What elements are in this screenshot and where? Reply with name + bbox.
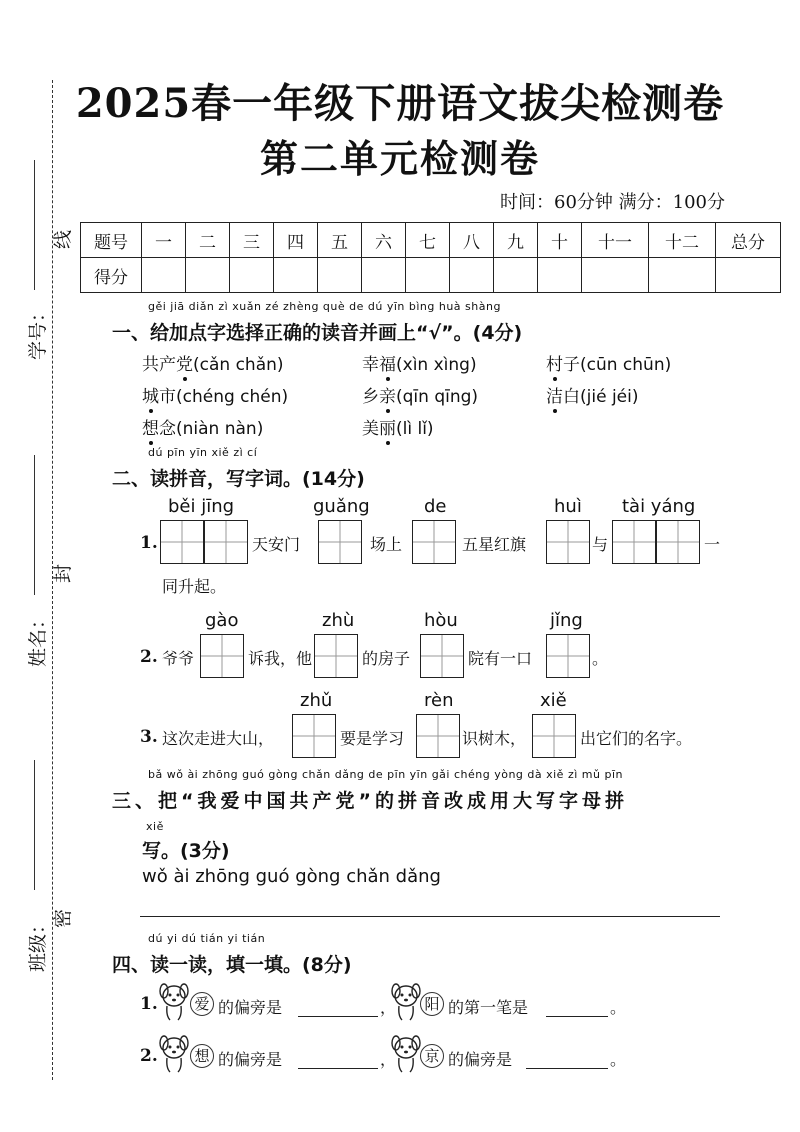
score-cell[interactable] (186, 258, 230, 293)
reading-options[interactable]: (niàn nàn) (176, 419, 264, 439)
pinyin-word: huì (554, 496, 582, 517)
score-cell[interactable] (274, 258, 318, 293)
sentence-text: 一 (704, 535, 721, 554)
score-col: 十二 (649, 223, 716, 258)
score-table-score-row (81, 258, 781, 293)
circled-char: 想 (190, 1044, 214, 1068)
writing-grid-box[interactable] (416, 714, 460, 758)
pinyin-word: xiě (540, 690, 567, 711)
writing-grid-box[interactable] (314, 634, 358, 678)
sentence-text: 的第一笔是 (448, 998, 529, 1017)
q1-item: 美丽(lì lǐ) (362, 419, 434, 439)
score-col: 九 (494, 223, 538, 258)
pinyin-word: rèn (424, 690, 454, 711)
dotted-char: 城 (142, 387, 159, 407)
sentence-text: 场上 (370, 535, 403, 554)
score-cell[interactable] (406, 258, 450, 293)
writing-grid-box[interactable] (546, 634, 590, 678)
pinyin-word: guǎng (313, 496, 370, 517)
writing-grid-box[interactable] (656, 520, 700, 564)
sentence-text: 这次走进大山， (162, 729, 275, 748)
dotted-char: 丽 (379, 419, 396, 439)
comma: ， (380, 1050, 397, 1069)
sentence-text: 要是学习 (340, 729, 405, 748)
circled-char: 爱 (190, 992, 214, 1016)
sentence-text: 诉我，他 (248, 649, 313, 668)
sentence-text: 。 (592, 649, 609, 668)
q1-pinyin: gěi jiā diǎn zì xuǎn zé zhèng què de dú yīn bìng huà shàng (148, 300, 501, 313)
q3-heading-2: 写。(3分) (142, 840, 230, 862)
pinyin-word: hòu (424, 610, 458, 631)
dotted-char: 党 (176, 355, 193, 375)
score-cell[interactable] (318, 258, 362, 293)
q1-heading: 一、给加点字选择正确的读音并画上“√”。(4分) (112, 322, 523, 344)
score-col: 二 (186, 223, 230, 258)
answer-blank[interactable] (526, 1068, 608, 1069)
score-cell[interactable] (538, 258, 582, 293)
sentence-text: 的偏旁是 (218, 998, 283, 1017)
score-cell[interactable] (716, 258, 781, 293)
score-col: 十一 (582, 223, 649, 258)
page-subtitle: 第二单元检测卷 (259, 136, 540, 181)
pinyin-word: tài yáng (622, 496, 696, 517)
score-cell[interactable] (142, 258, 186, 293)
score-table (80, 222, 781, 293)
xuehao-label: 学号： (27, 302, 50, 361)
sentence-text: 与 (592, 535, 609, 554)
reading-options[interactable]: (lì lǐ) (396, 419, 434, 439)
sentence-number: 2. (140, 647, 158, 667)
pinyin-word: zhù (322, 610, 355, 631)
answer-blank[interactable] (298, 1068, 378, 1069)
q1-item: 乡亲(qīn qīng) (362, 387, 479, 407)
page-title: 2025春一年级下册语文拔尖检测卷 (75, 80, 725, 127)
sentence-text: 出它们的名字。 (580, 729, 693, 748)
writing-grid-box[interactable] (292, 714, 336, 758)
sentence-text: 同升起。 (162, 577, 227, 596)
writing-grid-box[interactable] (204, 520, 248, 564)
score-col: 七 (406, 223, 450, 258)
q2-pinyin: dú pīn yīn xiě zì cí (148, 446, 258, 459)
pinyin-word: běi jīng (168, 496, 235, 517)
dotted-char: 亲 (379, 387, 396, 407)
reading-options[interactable]: (chéng chén) (176, 387, 289, 407)
q3-pinyin: bǎ wǒ ài zhōng guó gòng chǎn dǎng de pīn yīn gǎi chéng yòng dà xiě zì mǔ pīn (148, 768, 623, 781)
writing-grid-box[interactable] (200, 634, 244, 678)
q1-item: 城市(chéng chén) (142, 387, 289, 407)
q3-pinyin-line: wǒ ài zhōng guó gòng chǎn dǎng (142, 866, 441, 887)
sentence-number: 1. (140, 533, 158, 553)
sentence-text: 五星红旗 (462, 535, 527, 554)
q1-item: 想念(niàn nàn) (142, 419, 264, 439)
puppy-icon (390, 982, 424, 1022)
score-cell[interactable] (494, 258, 538, 293)
q1-item: 洁白(jié jéi) (546, 387, 639, 407)
q3-answer-line[interactable] (140, 916, 720, 917)
score-cell[interactable] (649, 258, 716, 293)
sentence-text: 天安门 (252, 535, 301, 554)
score-cell[interactable] (362, 258, 406, 293)
dotted-char: 村 (546, 355, 563, 375)
writing-grid-box[interactable] (412, 520, 456, 564)
sentence-number: 2. (140, 1046, 158, 1066)
pinyin-word: gào (205, 610, 239, 631)
period: 。 (610, 998, 627, 1017)
reading-options[interactable]: (qīn qīng) (396, 387, 479, 407)
dotted-char: 洁 (546, 387, 563, 407)
sentence-text: 的偏旁是 (448, 1050, 513, 1069)
pinyin-word: jǐng (550, 610, 583, 631)
q1-item: 幸福(xìn xìng) (362, 355, 477, 375)
sentence-number: 1. (140, 994, 158, 1014)
score-table-header-row (81, 223, 781, 258)
circled-char: 京 (420, 1044, 444, 1068)
score-table-row-label: 题号 (81, 223, 142, 258)
sentence-text: 识树木， (462, 729, 527, 748)
period: 。 (610, 1050, 627, 1069)
q4-heading: 四、读一读，填一填。(8分) (112, 954, 352, 976)
q2-heading: 二、读拼音，写字词。(14分) (112, 468, 365, 490)
dotted-char: 想 (142, 419, 159, 439)
exam-meta: 时间：60分钟 满分：100分 (500, 192, 725, 213)
reading-options[interactable]: (cūn chūn) (580, 355, 672, 375)
writing-grid-box[interactable] (318, 520, 362, 564)
sentence-text: 的房子 (362, 649, 411, 668)
score-col: 六 (362, 223, 406, 258)
feng-label: 封 (52, 563, 75, 584)
score-table-row-label: 得分 (81, 258, 142, 293)
writing-grid-box[interactable] (612, 520, 656, 564)
sentence-text: 院有一口 (468, 649, 533, 668)
xingming-underline (34, 455, 35, 595)
writing-grid-box[interactable] (420, 634, 464, 678)
score-col: 四 (274, 223, 318, 258)
sentence-text: 的偏旁是 (218, 1050, 283, 1069)
writing-grid-box[interactable] (546, 520, 590, 564)
q3-pinyin-2: xiě (146, 820, 164, 833)
answer-blank[interactable] (298, 1016, 378, 1017)
dotted-char: 福 (379, 355, 396, 375)
puppy-icon (390, 1034, 424, 1074)
score-col: 十 (538, 223, 582, 258)
puppy-icon (158, 1034, 192, 1074)
score-col: 八 (450, 223, 494, 258)
pinyin-word: zhǔ (300, 690, 333, 711)
reading-options[interactable]: (jié jéi) (580, 387, 639, 407)
reading-options[interactable]: (cǎn chǎn) (193, 355, 284, 375)
q1-item: 共产党(cǎn chǎn) (142, 355, 284, 375)
sentence-number: 3. (140, 727, 158, 747)
q4-pinyin: dú yi dú tián yi tián (148, 932, 266, 945)
xian-label: 线 (52, 229, 75, 250)
q3-heading: 三、把“我爱中国共产党”的拼音改成用大写字母拼 (112, 790, 628, 812)
puppy-icon (158, 982, 192, 1022)
q1-item: 村子(cūn chūn) (546, 355, 672, 375)
sentence-text: 爷爷 (162, 649, 195, 668)
score-col: 一 (142, 223, 186, 258)
score-col-total: 总分 (716, 223, 781, 258)
circled-char: 阳 (420, 992, 444, 1016)
score-col: 三 (230, 223, 274, 258)
score-cell[interactable] (230, 258, 274, 293)
comma: ， (380, 998, 397, 1017)
answer-blank[interactable] (546, 1016, 608, 1017)
mi-label: 密 (52, 908, 75, 929)
score-cell[interactable] (582, 258, 649, 293)
pinyin-word: de (424, 496, 447, 517)
score-col: 五 (318, 223, 362, 258)
xingming-label: 姓名： (27, 609, 50, 668)
score-cell[interactable] (450, 258, 494, 293)
banji-underline (34, 760, 35, 890)
reading-options[interactable]: (xìn xìng) (396, 355, 477, 375)
banji-label: 班级： (27, 914, 50, 973)
writing-grid-box[interactable] (160, 520, 204, 564)
writing-grid-box[interactable] (532, 714, 576, 758)
